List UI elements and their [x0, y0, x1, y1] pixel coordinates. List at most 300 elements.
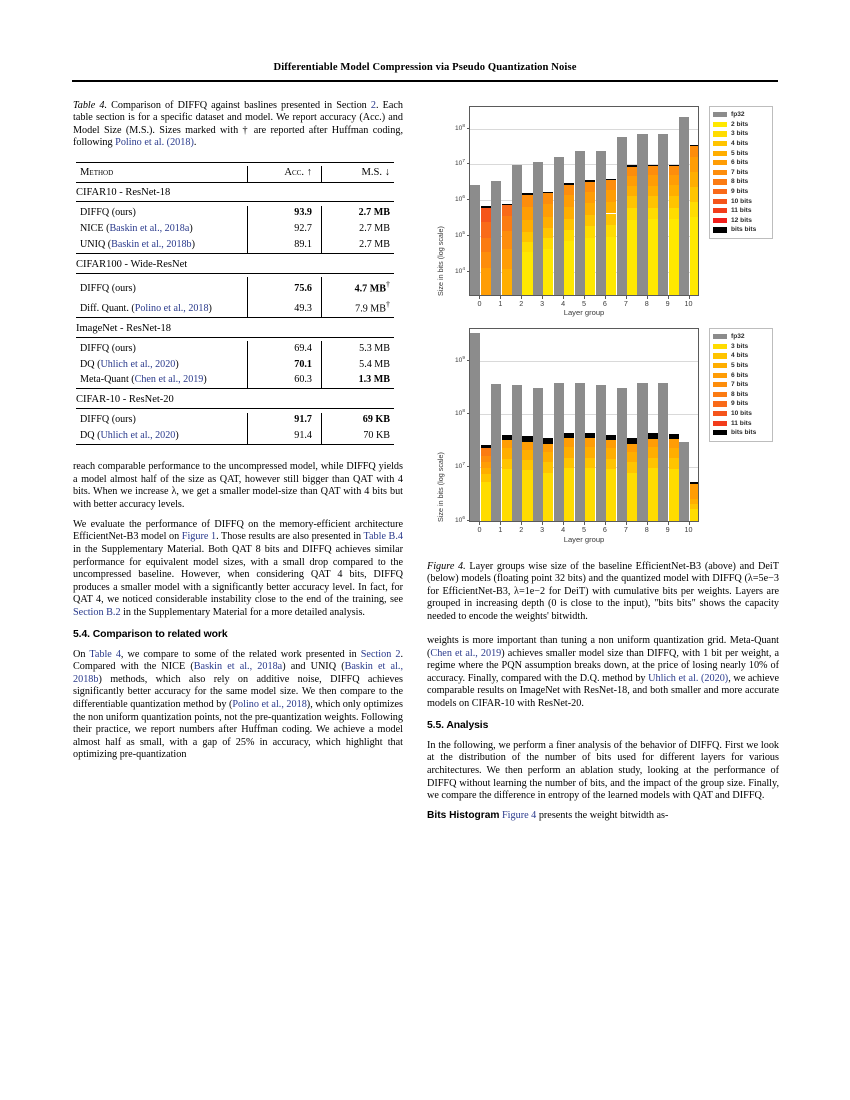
legend-swatch: [713, 208, 727, 213]
chart-legend-item[interactable]: [713, 120, 768, 130]
chart-bar-segment: [585, 458, 595, 469]
chart-bar-segment: [690, 187, 699, 202]
legend-swatch: [713, 170, 727, 175]
legend-label: bits bits: [731, 429, 757, 437]
chart-legend-item[interactable]: [713, 148, 768, 158]
chart-x-tick-mark: [500, 296, 501, 299]
legend-swatch: [713, 189, 727, 194]
chart-legend-item[interactable]: [713, 177, 768, 187]
legend-swatch: [713, 112, 727, 117]
legend-label: 10 bits: [731, 410, 752, 418]
chart-bar-segment: [502, 469, 512, 521]
chart-bar-fp32: [596, 385, 606, 521]
cell-method: DIFFQ (ours): [80, 342, 136, 354]
chart-legend-item[interactable]: [713, 409, 768, 419]
citation-link[interactable]: Table B.4: [363, 531, 403, 543]
citation-link[interactable]: Uhlich et al., 2020: [100, 429, 176, 441]
chart-bar-segment: [669, 185, 679, 195]
chart-bar-group: [658, 107, 679, 295]
chart-bar-segment: [522, 470, 532, 521]
chart-bar-group: [616, 329, 637, 521]
chart-bottom-legend: [709, 328, 773, 442]
chart-bar-segment: [522, 242, 532, 252]
chart-bar-segment: [502, 448, 512, 458]
chart-bar-segment: [627, 176, 637, 186]
chart-x-tick-mark: [605, 522, 606, 525]
chart-x-tick-label: 9: [665, 299, 670, 308]
chart-bar-bits-cap: [627, 438, 637, 440]
legend-swatch: [713, 373, 727, 378]
chart-bar-bits-cap: [648, 433, 658, 435]
citation-link[interactable]: Polino et al., 2018: [232, 699, 307, 711]
cell-accuracy: 70.1: [247, 357, 321, 373]
cell-method: DQ (Uhlich et al., 2020): [80, 429, 179, 441]
chart-legend-item[interactable]: [713, 168, 768, 178]
chart-bar-segment: [502, 437, 512, 440]
chart-bar-segment: [522, 439, 532, 442]
chart-top-xlabel: Layer group: [563, 308, 605, 317]
chart-bar-fp32: [575, 151, 585, 295]
chart-bar-segment: [648, 447, 658, 458]
legend-label: 4 bits: [731, 352, 749, 360]
chart-legend-item[interactable]: [713, 342, 768, 352]
chart-bar-segment: [627, 208, 637, 220]
chart-bar-segment: [502, 440, 512, 449]
chart-bar-segment: [481, 456, 491, 462]
chart-y-tick-label: $10^8$: [454, 409, 465, 418]
chart-bar-segment: [522, 207, 532, 219]
legend-swatch: [713, 227, 727, 232]
chart-bar-segment: [481, 222, 491, 238]
chart-bar-segment: [481, 206, 491, 222]
chart-bar-segment: [564, 435, 574, 438]
chart-bar-bits-cap: [481, 445, 491, 447]
cell-accuracy: 49.3: [247, 297, 321, 318]
chart-legend-item[interactable]: [713, 380, 768, 390]
comparison-table-body: [76, 162, 394, 186]
chart-bar-quantized: [669, 165, 679, 295]
section-heading-55: 5.5. Analysis: [427, 720, 489, 732]
chart-bar-segment: [669, 175, 679, 185]
table-row: [76, 297, 394, 318]
cell-model-size: 70 KB: [321, 428, 394, 444]
chart-bar-fp32: [533, 162, 543, 295]
legend-label: 11 bits: [731, 207, 752, 215]
citation-link[interactable]: Uhlich et al., 2020: [100, 358, 176, 370]
chart-x-tick-mark: [647, 296, 648, 299]
table-caption-dagger: †: [242, 124, 250, 136]
chart-legend-item[interactable]: [713, 418, 768, 428]
chart-bar-group: [533, 329, 554, 521]
chart-bar-segment: [564, 458, 574, 469]
cell-accuracy: 91.7: [247, 413, 321, 429]
citation-link[interactable]: Section B.2: [73, 606, 121, 618]
left-column: [73, 100, 403, 769]
legend-label: 8 bits: [731, 178, 749, 186]
legend-label: 5 bits: [731, 149, 749, 157]
table-caption-label: Table 4.: [73, 100, 108, 111]
legend-swatch: [713, 160, 727, 165]
comparison-table: [76, 162, 394, 449]
chart-bar-segment: [585, 468, 595, 521]
chart-legend-item[interactable]: [713, 158, 768, 168]
table-section-header: [76, 257, 394, 273]
chart-bar-segment: [669, 448, 679, 458]
chart-x-tick-label: 0: [477, 525, 482, 534]
cell-model-size: 69 KB: [321, 413, 394, 429]
cell-method: Diff. Quant. (Polino et al., 2018): [80, 303, 212, 315]
chart-bar-quantized: [543, 438, 553, 521]
chart-top-ylabel: Size in bits (log scale): [436, 226, 445, 296]
chart-bar-segment: [564, 230, 574, 241]
figure-panel: [427, 100, 779, 830]
chart-bar-group: [491, 107, 512, 295]
citation-link[interactable]: Chen et al., 2019: [430, 647, 502, 659]
chart-deit: [427, 322, 779, 557]
chart-x-tick-label: 1: [498, 299, 503, 308]
chart-y-tick-label: $10^4$: [454, 266, 465, 276]
chart-bar-segment: [481, 448, 491, 456]
table-caption-p4: are reported after Huffman coding, following: [73, 124, 403, 149]
chart-bar-segment: [627, 473, 637, 521]
chart-bar-segment: [585, 192, 595, 203]
citation-link[interactable]: Baskin et al., 2018a: [109, 222, 190, 234]
legend-label: 9 bits: [731, 400, 749, 408]
chart-bar-segment: [690, 217, 699, 295]
chart-bar-quantized: [648, 433, 658, 521]
chart-x-tick-label: 3: [540, 525, 545, 534]
legend-label: 5 bits: [731, 362, 749, 370]
chart-legend-item[interactable]: [713, 370, 768, 380]
citation-link[interactable]: Baskin et al., 2018a: [193, 661, 283, 673]
chart-x-tick-label: 2: [519, 299, 524, 308]
chart-bar-segment: [690, 172, 699, 187]
chart-y-tick-label: $10^7$: [454, 462, 465, 471]
chart-bar-segment: [522, 252, 532, 295]
chart-legend-item[interactable]: [713, 110, 768, 120]
chart-y-tick-label: $10^7$: [454, 159, 465, 168]
chart-bar-segment: [690, 482, 699, 498]
chart-legend-item[interactable]: [713, 390, 768, 400]
legend-label: 10 bits: [731, 197, 752, 205]
chart-bar-group: [575, 107, 596, 295]
chart-bar-segment: [481, 238, 491, 252]
chart-bar-segment: [502, 249, 512, 269]
chart-bar-bits-cap: [543, 192, 553, 194]
table-row: [76, 357, 394, 373]
chart-bar-group: [637, 329, 658, 521]
chart-legend-item[interactable]: [713, 225, 768, 235]
chart-x-tick-label: 0: [477, 299, 482, 308]
table-section-header: [76, 321, 394, 337]
table-row: [76, 413, 394, 429]
table-sections: [76, 186, 394, 445]
chart-x-tick-mark: [626, 522, 627, 525]
chart-legend-item[interactable]: [713, 187, 768, 197]
table-caption-p5: .: [193, 137, 197, 149]
citation-link[interactable]: Baskin et al., 2018b: [111, 238, 192, 250]
chart-bar-segment: [690, 145, 699, 157]
chart-legend-item[interactable]: [713, 351, 768, 361]
chart-bar-segment: [606, 179, 616, 191]
chart-bar-quantized: [627, 438, 637, 521]
chart-bar-segment: [648, 439, 658, 448]
left-para-3: On Table 4, we compare to some of the related work presented in Section 2. Compared with the NICE (Baskin et al., 2018a) and UNIQ (Baskin et al., 2018b) methods, which also rely on additive noise, DIFFQ achieves significantly better accuracy for the same model size. We then compare to the differentiable quantization method by (Polino et al., 2018), which only optimizes the non uniform quantization points, not the pre-quantization weights. Following their practice, we report numbers after Huffman coding. We achieve a model almost half as small, with a gap of 25% in accuracy, which highlight that optimizing pre-quantization: [73, 648, 403, 761]
left-para-2: We evaluate the performance of DIFFQ on the memory-efficient architecture EfficientNet-B3 model on Figure 1. Those results are also presented in Table B.4 in the Supplementary Material. Both QAT 8 bits and DIFFQ achieves similar performance for equivalent model sizes, with a small drop compared to the uncompressed baseline. However, when considering QAT 4 bits, DIFFQ produces a smaller model with a significantly better accuracy level. In fact, for QAT 4, we noticed considerable instability close to the end of the training, see Section B.2 in the Supplementary Material for a more detailed analysis.: [73, 518, 403, 618]
legend-swatch: [713, 199, 727, 204]
chart-bar-quantized: [669, 434, 679, 521]
legend-label: fp32: [731, 333, 745, 341]
chart-bar-segment: [690, 509, 699, 521]
cell-method: UNIQ (Baskin et al., 2018b): [80, 238, 195, 250]
right-para-3: [427, 810, 779, 823]
chart-legend-item[interactable]: [713, 129, 768, 139]
chart-bar-segment: [648, 436, 658, 439]
chart-bar-quantized: [481, 445, 491, 521]
chart-x-tick-mark: [689, 296, 690, 299]
chart-bar-quantized: [606, 179, 616, 296]
legend-swatch: [713, 151, 727, 156]
chart-x-tick-label: 7: [623, 299, 628, 308]
legend-swatch: [713, 363, 727, 368]
chart-bar-fp32: [575, 383, 585, 521]
chart-bar-segment: [564, 183, 574, 194]
chart-bar-bits-cap: [690, 482, 699, 484]
chart-legend-item[interactable]: [713, 139, 768, 149]
chart-x-tick-mark: [542, 296, 543, 299]
legend-label: 2 bits: [731, 120, 749, 128]
table-caption-ref-section[interactable]: 2: [370, 100, 376, 111]
legend-label: 3 bits: [731, 130, 749, 138]
chart-bar-fp32: [512, 165, 522, 295]
chart-y-tick-mark: [467, 271, 470, 272]
chart-legend-item[interactable]: [713, 216, 768, 226]
chart-x-tick-label: 4: [561, 525, 566, 534]
chart-legend-item[interactable]: [713, 332, 768, 342]
chart-x-tick-mark: [584, 296, 585, 299]
legend-label: 4 bits: [731, 140, 749, 148]
right-para-2: In the following, we perform a finer analysis of the behavior of DIFFQ. First we look at the distribution of the number of bits used for different layers for various architectures. We then perform an ablation study, looking at the performance of DIFFQ without learning the number of bits, and the impact of the group size. Finally, we compare the difference in entropy of the learned models with QAT and DIFFQ.: [427, 739, 780, 802]
chart-bar-quantized: [585, 180, 595, 295]
chart-bar-segment: [606, 469, 616, 521]
chart-x-tick-label: 8: [644, 299, 649, 308]
chart-bar-segment: [627, 186, 637, 196]
chart-y-tick-mark: [467, 199, 470, 200]
chart-x-tick-label: 10: [684, 525, 693, 534]
citation-link[interactable]: Section 2: [360, 648, 401, 660]
citation-link[interactable]: Baskin et al., 2018b: [73, 661, 403, 685]
cell-method: DIFFQ (ours): [80, 282, 136, 294]
chart-bar-segment: [606, 448, 616, 458]
chart-x-tick-label: 7: [623, 525, 628, 534]
legend-swatch: [713, 344, 727, 349]
table-caption-p2: Q against baslines presented in Section: [199, 100, 371, 111]
chart-legend-item[interactable]: [713, 196, 768, 206]
chart-top-plot-area: [469, 106, 699, 296]
chart-x-tick-mark: [479, 296, 480, 299]
chart-bar-segment: [585, 180, 595, 191]
chart-bar-bits-cap: [502, 435, 512, 437]
chart-bar-segment: [481, 468, 491, 474]
table-caption-ref-polino[interactable]: Polino et al. (2018): [115, 137, 194, 149]
chart-bar-segment: [648, 196, 658, 208]
chart-bar-segment: [627, 444, 637, 452]
table-caption-p1: Comparison of D: [107, 100, 185, 111]
chart-bar-segment: [627, 196, 637, 208]
cell-method: Meta-Quant (Chen et al., 2019): [80, 374, 207, 386]
chart-bar-segment: [690, 157, 699, 172]
cell-method: DIFFQ (ours): [80, 207, 136, 219]
chart-bar-bits-cap: [522, 193, 532, 195]
chart-bar-segment: [543, 217, 553, 228]
chart-bar-segment: [564, 468, 574, 521]
chart-bar-segment: [606, 440, 616, 449]
chart-y-tick-mark: [467, 413, 470, 414]
chart-bar-segment: [585, 435, 595, 438]
chart-bar-fp32: [470, 333, 480, 521]
col-header-model-size: M.S. ↓: [321, 166, 394, 182]
section-heading-54: 5.4. Comparison to related work: [73, 629, 228, 641]
chart-bar-segment: [522, 450, 532, 460]
running-head: Differentiable Model Compression via Pseudo Quantization Noise: [273, 62, 577, 73]
chart-y-tick-mark: [467, 520, 470, 521]
table-caption: [73, 100, 403, 150]
chart-bar-segment: [648, 219, 658, 295]
chart-x-tick-mark: [647, 522, 648, 525]
chart-x-tick-label: 5: [582, 299, 586, 308]
table-row: [76, 221, 394, 237]
chart-legend-item[interactable]: [713, 361, 768, 371]
chart-bar-fp32: [596, 151, 606, 296]
chart-bar-segment: [648, 458, 658, 469]
chart-x-tick-label: 6: [602, 525, 607, 534]
chart-bar-quantized: [502, 204, 512, 295]
chart-bar-fp32: [637, 134, 647, 295]
chart-bar-segment: [543, 192, 553, 204]
chart-bar-segment: [564, 195, 574, 207]
chart-bar-segment: [669, 196, 679, 208]
citation-link[interactable]: Polino et al., 2018: [134, 303, 209, 315]
chart-bar-segment: [585, 238, 595, 295]
chart-x-tick-mark: [521, 296, 522, 299]
citation-link[interactable]: Table 4: [89, 648, 121, 660]
legend-label: bits bits: [731, 226, 757, 234]
chart-bar-group: [616, 107, 637, 295]
chart-bar-bits-cap: [502, 204, 512, 206]
chart-bar-quantized: [481, 206, 491, 295]
cell-accuracy: 93.9: [247, 206, 321, 222]
chart-bar-quantized: [606, 435, 616, 522]
table-caption-p3: . Each table section is for a specific dataset and model. We report accuracy (Acc.) and Model Size (M.S.). Sizes marked with: [73, 100, 403, 136]
figure-caption: [427, 561, 779, 623]
chart-bar-group: [679, 107, 699, 295]
chart-bar-segment: [648, 208, 658, 220]
chart-efficientnet-b3: [427, 100, 779, 322]
chart-bar-segment: [627, 441, 637, 444]
chart-bar-segment: [543, 462, 553, 473]
chart-bar-quantized: [522, 436, 532, 521]
legend-label: 11 bits: [731, 419, 752, 427]
chart-bar-fp32: [658, 383, 668, 521]
chart-x-tick-label: 4: [561, 299, 566, 308]
chart-bar-segment: [564, 207, 574, 219]
legend-swatch: [713, 122, 727, 127]
chart-bar-segment: [543, 441, 553, 444]
cell-model-size: 5.4 MB: [321, 357, 394, 373]
chart-bar-segment: [627, 452, 637, 462]
table-section-title: CIFAR-10 - ResNet-20: [76, 394, 174, 406]
table-section-title: CIFAR10 - ResNet-18: [76, 187, 171, 199]
chart-y-tick-mark: [467, 466, 470, 467]
table-row: [76, 428, 394, 444]
chart-bar-group: [491, 329, 512, 521]
chart-bar-segment: [627, 220, 637, 295]
chart-y-tick-mark: [467, 163, 470, 164]
citation-link[interactable]: Uhlich et al. (2020): [648, 672, 729, 684]
chart-bar-fp32: [658, 134, 668, 295]
citation-link[interactable]: Figure 1: [181, 531, 217, 543]
runin-bits-histogram: Bits Histogram: [427, 810, 500, 822]
chart-bar-segment: [585, 226, 595, 237]
cell-accuracy: 92.7: [247, 221, 321, 237]
citation-link[interactable]: Chen et al., 2019: [134, 374, 204, 386]
chart-x-tick-mark: [500, 522, 501, 525]
cell-model-size: 2.7 MB: [321, 221, 394, 237]
chart-x-tick-mark: [668, 522, 669, 525]
chart-bar-quantized: [690, 145, 699, 295]
chart-bar-segment: [669, 439, 679, 448]
chart-x-tick-label: 8: [644, 525, 649, 534]
chart-bar-segment: [564, 447, 574, 458]
right-para-3-rest: presents the weight bitwidth as-: [536, 810, 669, 822]
chart-bar-segment: [564, 219, 574, 230]
chart-bar-fp32: [617, 388, 627, 521]
chart-legend-item[interactable]: [713, 428, 768, 438]
chart-bar-group: [679, 329, 699, 521]
cell-accuracy: 60.3: [247, 373, 321, 389]
chart-bar-segment: [606, 237, 616, 295]
chart-bar-bits-cap: [690, 145, 699, 147]
chart-y-tick-mark: [467, 128, 470, 129]
chart-bar-segment: [481, 462, 491, 468]
chart-legend-item[interactable]: [713, 399, 768, 409]
chart-bar-quantized: [564, 433, 574, 521]
figure-ref-4[interactable]: Figure 4: [502, 810, 537, 822]
chart-x-tick-label: 2: [519, 525, 524, 534]
chart-bar-fp32: [679, 117, 689, 295]
chart-x-tick-label: 1: [498, 525, 503, 534]
chart-bar-quantized: [522, 193, 532, 295]
chart-bar-fp32: [679, 442, 689, 521]
chart-bar-group: [554, 107, 575, 295]
chart-bottom-ylabel: Size in bits (log scale): [436, 452, 445, 522]
chart-bar-segment: [481, 252, 491, 268]
chart-bar-segment: [543, 452, 553, 462]
chart-bar-segment: [606, 214, 616, 226]
chart-bar-segment: [669, 208, 679, 220]
chart-bar-quantized: [502, 435, 512, 522]
chart-bar-segment: [543, 238, 553, 248]
legend-swatch: [713, 218, 727, 223]
chart-bar-fp32: [554, 383, 564, 521]
chart-legend-item[interactable]: [713, 206, 768, 216]
chart-bar-segment: [543, 228, 553, 238]
chart-bar-group: [554, 329, 575, 521]
table-header-row: [76, 166, 394, 182]
chart-bar-segment: [648, 186, 658, 196]
chart-bar-group: [512, 107, 533, 295]
chart-bar-segment: [543, 204, 553, 216]
